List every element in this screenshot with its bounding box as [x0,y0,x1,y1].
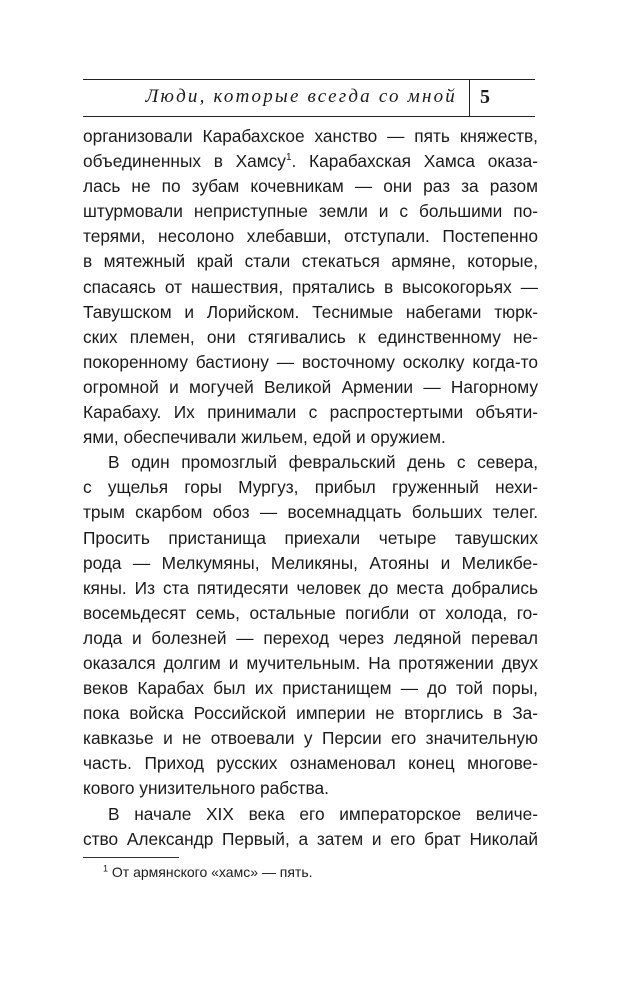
footnote-reference: 1 [285,152,292,164]
text-line-segment: часть. Приход русских ознаменовал конец многове- [83,753,538,774]
text-line-segment: веков Карабах был их пристанищем — до той поры, [83,678,538,699]
text-line-segment: кяны. Из ста пятидесяти человек до места добрались [83,577,538,598]
text-line [83,249,538,274]
text-line-segment: . Карабахская Хамса оказа- [291,151,538,172]
text-line-segment: огромной и могучей Великой Армении — Нагорному [83,376,538,397]
text-line [83,551,538,576]
text-line [83,300,538,325]
text-line-segment: ями, обеспечивали жильем, едой и оружием. [83,427,446,448]
footnote-mark: 1 [103,863,109,874]
text-line [83,526,538,551]
text-line-segment: рода — Мелкумяны, Меликяны, Атояны и Меликбе- [83,552,538,573]
text-line-segment: кавказье и не отвоевали у Персии его значительную [83,728,538,749]
text-line-segment: терями, несолоно хлебавши, отступали. Постепенно [83,226,538,247]
text-line [83,726,538,751]
text-line-segment: спасаясь от нашествия, прятались в высокогорьях — [83,276,538,297]
page-number: 5 [480,86,490,108]
text-line [83,651,538,676]
footnote-text: От армянского «хамс» — пять. [108,864,313,880]
text-line [83,400,538,425]
text-line-segment: кового унизительного рабства. [83,778,329,799]
text-line-segment: штурмовали неприступные земли и с большими по- [83,201,538,222]
text-line [83,350,538,375]
text-line-segment: лода и болезней — переход через ледяной перевал [83,627,538,648]
text-line-segment: Тавушском и Лорийском. Теснимые набегами тюрк- [83,301,538,322]
text-line [83,199,538,224]
text-line-segment: лась не по зубам кочевникам — они раз за разом [83,176,538,197]
text-line-segment: в мятежный край стали стекаться армяне, которые, [83,251,538,272]
text-line-segment: восемьдесят семь, остальные погибли от холода, го- [83,602,538,623]
text-line-segment: Просить пристанища приехали четыре тавушских [83,527,538,548]
text-line [83,149,538,174]
text-line [83,676,538,701]
text-line [83,224,538,249]
body-text [83,124,538,852]
text-line-segment: ских племен, они стягивались к единственному не- [83,326,538,347]
text-line [83,626,538,651]
text-line [83,425,538,450]
text-line-segment: объединенных в Хамсу [83,151,286,172]
text-line [83,174,538,199]
text-line [83,124,538,149]
text-line [83,325,538,350]
text-line-segment: Карабаху. Их принимали с распростертыми объяти- [83,402,538,423]
text-line [83,450,538,475]
text-line [83,275,538,300]
text-line [83,751,538,776]
text-line-segment: ство Александр Первый, а затем и его брат Николай [83,828,538,849]
text-line [83,802,538,827]
text-line-segment: организовали Карабахское ханство — пять княжеств, [83,126,538,146]
footnote [103,862,313,882]
text-line [83,500,538,525]
running-header [83,79,535,117]
text-line-segment: с ущелья горы Мургуз, прибыл груженный нехи- [83,477,538,498]
header-divider [469,80,470,116]
text-line-segment: трым скарбом обоз — восемнадцать больших телег. [83,502,538,523]
text-line-segment: оказался долгим и мучительным. На протяжении двух [83,652,538,673]
text-line [83,576,538,601]
text-line [83,827,538,852]
text-line [83,701,538,726]
running-title: Люди, которые всегда со мной [145,86,457,107]
text-line-segment: покоренному бастиону — восточному осколку когда-то [83,351,538,372]
text-line-segment: пока войска Российской империи не вторглись в За- [83,703,538,724]
text-line [83,776,538,801]
text-line [83,475,538,500]
text-line [83,375,538,400]
text-line-segment: В начале XIX века его императорское величе- [108,803,538,824]
text-line [83,601,538,626]
text-line-segment: В один промозглый февральский день с севера, [108,452,538,473]
footnote-rule [83,857,179,858]
